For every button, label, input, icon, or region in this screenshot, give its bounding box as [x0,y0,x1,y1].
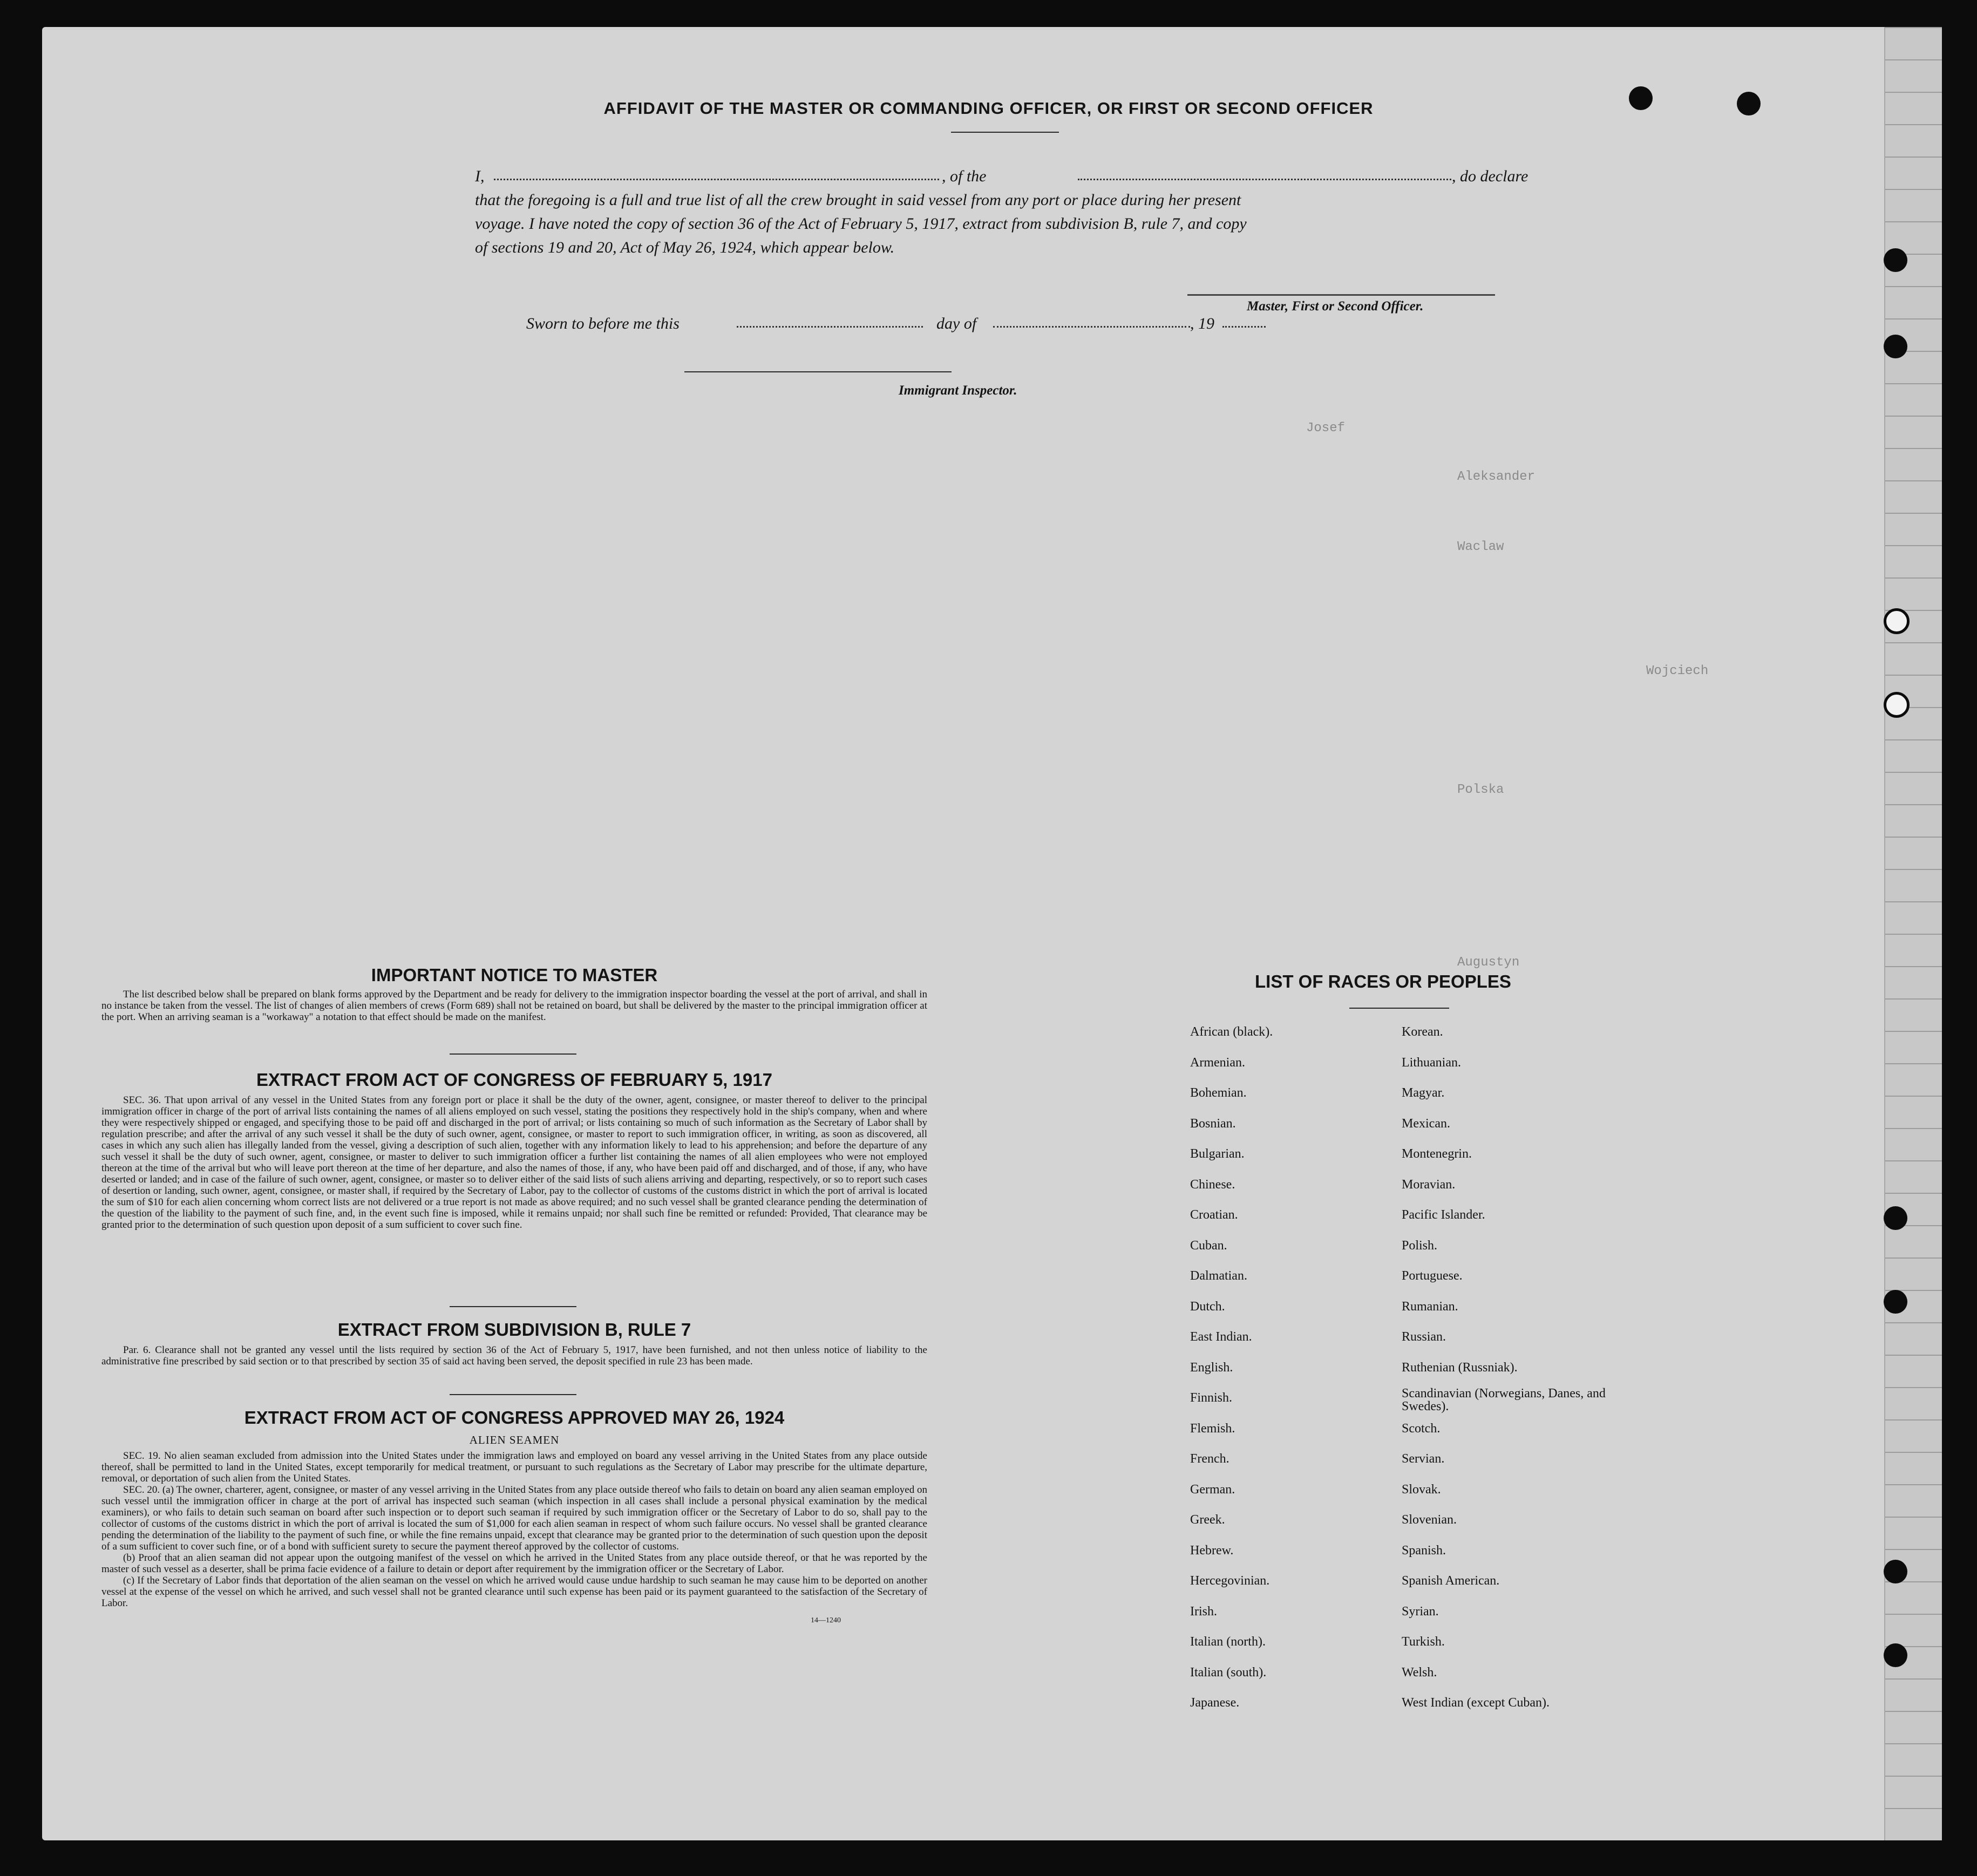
extract-rule7-title: EXTRACT FROM SUBDIVISION B, RULE 7 [337,1320,691,1340]
race-item: Italian (north). [1190,1635,1266,1649]
sworn-year-label: , 19 [1190,315,1214,332]
alien-seamen-subtitle: ALIEN SEAMEN [469,1433,560,1446]
race-item: French. [1190,1452,1229,1466]
race-item: Greek. [1190,1513,1225,1527]
bleed-through-text: Polska [1457,783,1504,797]
race-item: Flemish. [1190,1421,1235,1436]
declare-label: , do declare [1452,167,1528,185]
race-item: German. [1190,1482,1235,1497]
sworn-month-field[interactable] [993,326,1190,328]
race-item: Croatian. [1190,1208,1238,1222]
punch-hole [1884,1643,1907,1667]
vessel-name-field[interactable] [1078,179,1451,180]
extract-1917-title: EXTRACT FROM ACT OF CONGRESS OF FEBRUARY 5, 1917 [256,1070,772,1090]
title-divider [951,132,1059,133]
sworn-day-field[interactable] [737,326,923,328]
master-signature-label: Master, First or Second Officer. [1247,299,1424,314]
bleed-through-text: Aleksander [1457,470,1536,484]
race-item: Dalmatian. [1190,1269,1247,1283]
punch-hole [1884,1290,1907,1314]
sworn-year-field[interactable] [1222,326,1266,328]
bleed-through-text: Josef [1306,421,1346,436]
bleed-through-text: Augustyn [1457,955,1520,970]
sec20a-text: SEC. 20. (a) The owner, charterer, agent, consignee, or master of any vessel arriving in the United States from any place outside thereof who fails to detain on board any alien seaman employed on such vessel until the immigration officer in charge at the port of arrival has inspected such seaman (which inspection in all cases shall include a personal physical examination by the medical examiners), or who fails to detain such seaman on board after such inspection or to deport such seaman if required by such immigration officer or the Secretary of Labor to do so, shall pay to the collector of customs of the customs district in which the port of arrival is located the sum of $1,000 for each alien seaman in respect of whom such failure occurs. No vessel shall be granted clearance pending the determination of the liability to the payment of such fine, or while the fine remains unpaid, except that clearance may be granted prior to the determination of such question upon the deposit of a sum sufficient to cover such fine, or of a bond with sufficient surety to secure the payment thereof approved by the collector of customs. [101,1484,927,1552]
punch-hole [1884,1560,1907,1583]
race-item: Ruthenian (Russniak). [1402,1360,1518,1375]
inspector-signature-line[interactable] [684,371,952,372]
race-item: Spanish American. [1402,1574,1500,1588]
notice-title: IMPORTANT NOTICE TO MASTER [371,965,658,985]
race-item: Moravian. [1402,1177,1456,1192]
section-divider [450,1306,576,1307]
race-item: Portuguese. [1402,1269,1463,1283]
bleed-through-text: Waclaw [1457,540,1504,554]
race-item: Servian. [1402,1452,1445,1466]
inspector-label: Immigrant Inspector. [899,383,1017,398]
punch-hole [1884,248,1907,272]
sworn-label: Sworn to before me this [526,315,680,332]
race-item: Bohemian. [1190,1086,1247,1100]
race-item: Cuban. [1190,1238,1227,1253]
race-item: Rumanian. [1402,1299,1458,1314]
race-item: Bulgarian. [1190,1147,1245,1161]
race-item: Polish. [1402,1238,1438,1253]
form-number: 14—1240 [811,1616,841,1624]
affidavit-text-line: of sections 19 and 20, Act of May 26, 1924, which appear below. [475,239,895,256]
race-item: Montenegrin. [1402,1147,1472,1161]
race-item: Slovenian. [1402,1513,1457,1527]
race-item: Syrian. [1402,1604,1439,1619]
punch-hole [1884,692,1910,718]
affidavit-text-line: that the foregoing is a full and true list of all the crew brought in said vessel from any port or place during her present [475,191,1241,209]
race-item: African (black). [1190,1025,1273,1039]
race-item: Spanish. [1402,1543,1446,1558]
affidavit-text-line: voyage. I have noted the copy of section 36 of the Act of February 5, 1917, extract from subdivision B, rule 7, and copy [475,215,1247,233]
bleed-through-text: Wojciech [1646,664,1709,678]
extract-rule7-text: Par. 6. Clearance shall not be granted any vessel until the lists required by section 36 of the Act of February 5, 1917, have been furnished, and not then unless notice of liability to the administrative fine prescribed by said section or to that prescribed by section 35 of said act having been served, the deposit specified in rule 23 has been made. [101,1344,927,1367]
affidavit-title: AFFIDAVIT OF THE MASTER OR COMMANDING OFFICER, OR FIRST OR SECOND OFFICER [603,99,1374,118]
races-title: LIST OF RACES OR PEOPLES [1255,971,1511,991]
race-item: Lithuanian. [1402,1055,1461,1070]
extract-1917-text: SEC. 36. That upon arrival of any vessel in the United States from any foreign port or place it shall be the duty of the owner, agent, consignee, or master thereof to deliver to the principal immigration officer in charge of the port of arrival lists containing the names of all aliens employed on such vessel, stating the positions they respectively hold in the ship's company, when and where they were respectively shipped or engaged, and specifying those to be paid off and discharged in the port of arrival; or lists containing so much of such information as the Secretary of Labor shall by regulation prescribe; and after the arrival of any such vessel it shall be the duty of such owner, agent, consignee, or master to report to such immigration officer, in writing, as soon as discovered, all cases in which any such alien has illegally landed from the vessel, giving a description of such alien, together with any information likely to lead to his apprehension; and before the departure of any such vessel it shall be the duty of such owner, agent, consignee, or master to deliver to such immigration officer a further list containing the names of all alien employees who were not employed thereon at the time of the arrival but who will leave port thereon at the time of her departure, and also the names of those, if any, who have been paid off and discharged, and of those, if any, who have deserted or landed; and in case of the failure of such owner, agent, consignee, or master so to deliver either of the said lists of such aliens arriving and departing, respectively, or so to report such cases of desertion or landing, such owner, agent, consignee, or master shall, if required by the Secretary of Labor, pay to the collector of customs of the customs district in which the port of arrival is located the sum of $10 for each alien concerning whom correct lists are not delivered or a true report is not made as above required; and no such vessel shall be granted clearance pending the determination of the question of the liability to the payment of such fine, and, in the event such fine is imposed, while it remains unpaid; nor shall such fine be remitted or refunded: Provided, That clearance may be granted prior to the determination of such question upon deposit of a sum sufficient to cover such fine. [101,1095,927,1231]
sec20b-text: (b) Proof that an alien seaman did not appear upon the outgoing manifest of the vessel on which he arrived in the United States from any place outside thereof, or that he was reported by the master of such vessel as a deserter, shall be prima facie evidence of a failure to detain or deport after requirement by the immigration officer or the Secretary of Labor. [101,1552,927,1575]
punch-hole [1884,1206,1907,1230]
race-item: Russian. [1402,1330,1446,1344]
race-item: Chinese. [1190,1177,1235,1192]
punch-hole [1884,608,1910,634]
extract-1924-title: EXTRACT FROM ACT OF CONGRESS APPROVED MAY 26, 1924 [244,1408,785,1428]
declarant-prefix: I, [475,167,485,185]
sec19-text: SEC. 19. No alien seaman excluded from admission into the United States under the immigration laws and employed on board any vessel arriving in the United States from any place outside thereof, shall be permitted to land in the United States, except temporarily for medical treatment, or pursuant to such regulations as the Secretary of Labor may prescribe for the ultimate departure, removal, or deportation of such alien from the United States. [101,1450,927,1484]
section-divider [450,1053,576,1055]
races-divider [1349,1008,1449,1009]
race-item: Irish. [1190,1604,1217,1619]
race-item: Korean. [1402,1025,1443,1039]
race-item: Magyar. [1402,1086,1445,1100]
declarant-name-field[interactable] [494,179,939,180]
race-item: Hebrew. [1190,1543,1234,1558]
race-item: Welsh. [1402,1665,1437,1680]
race-item: West Indian (except Cuban). [1402,1696,1550,1710]
race-item: Scotch. [1402,1421,1441,1436]
race-item: English. [1190,1360,1233,1375]
race-item: Italian (south). [1190,1665,1267,1680]
race-item: Scandinavian (Norwegians, Danes, and Swedes). [1402,1386,1606,1413]
punch-hole [1884,335,1907,358]
race-item: Slovak. [1402,1482,1441,1497]
race-item: East Indian. [1190,1330,1252,1344]
race-item: Bosnian. [1190,1116,1236,1131]
section-divider [450,1394,576,1395]
sec20c-text: (c) If the Secretary of Labor finds that deportation of the alien seaman on the vessel on which he arrived would cause undue hardship to such seaman he may cause him to be deported on another vessel at the expense of the vessel on which he arrived, and such vessel shall not be granted clearance until such expense has been paid or its payment guaranteed to the satisfaction of the Secretary of Labor. [101,1575,927,1609]
race-item: Finnish. [1190,1391,1233,1405]
race-item: Dutch. [1190,1299,1225,1314]
race-item: Turkish. [1402,1635,1445,1649]
races-left-column [1190,1017,1395,1718]
notice-text: The list described below shall be prepared on blank forms approved by the Department and be ready for delivery to the immigration inspector boarding the vessel at the port of arrival, and shall in no instance be taken from the vessel. The list of changes of alien members of crews (Form 689) shall not be retained on board, but shall be delivered by the master to the principal immigration officer at the port. When an arriving seaman is a "workaway" a notation to that effect should be made on the manifest. [101,989,927,1023]
races-right-column [1402,1017,1650,1718]
race-item: Pacific Islander. [1402,1208,1485,1222]
sworn-day-of-label: day of [936,315,977,332]
race-item: Mexican. [1402,1116,1450,1131]
race-item: Japanese. [1190,1696,1240,1710]
race-item: Armenian. [1190,1055,1245,1070]
vessel-of-label: , of the [942,167,987,185]
race-item: Hercegovinian. [1190,1574,1270,1588]
